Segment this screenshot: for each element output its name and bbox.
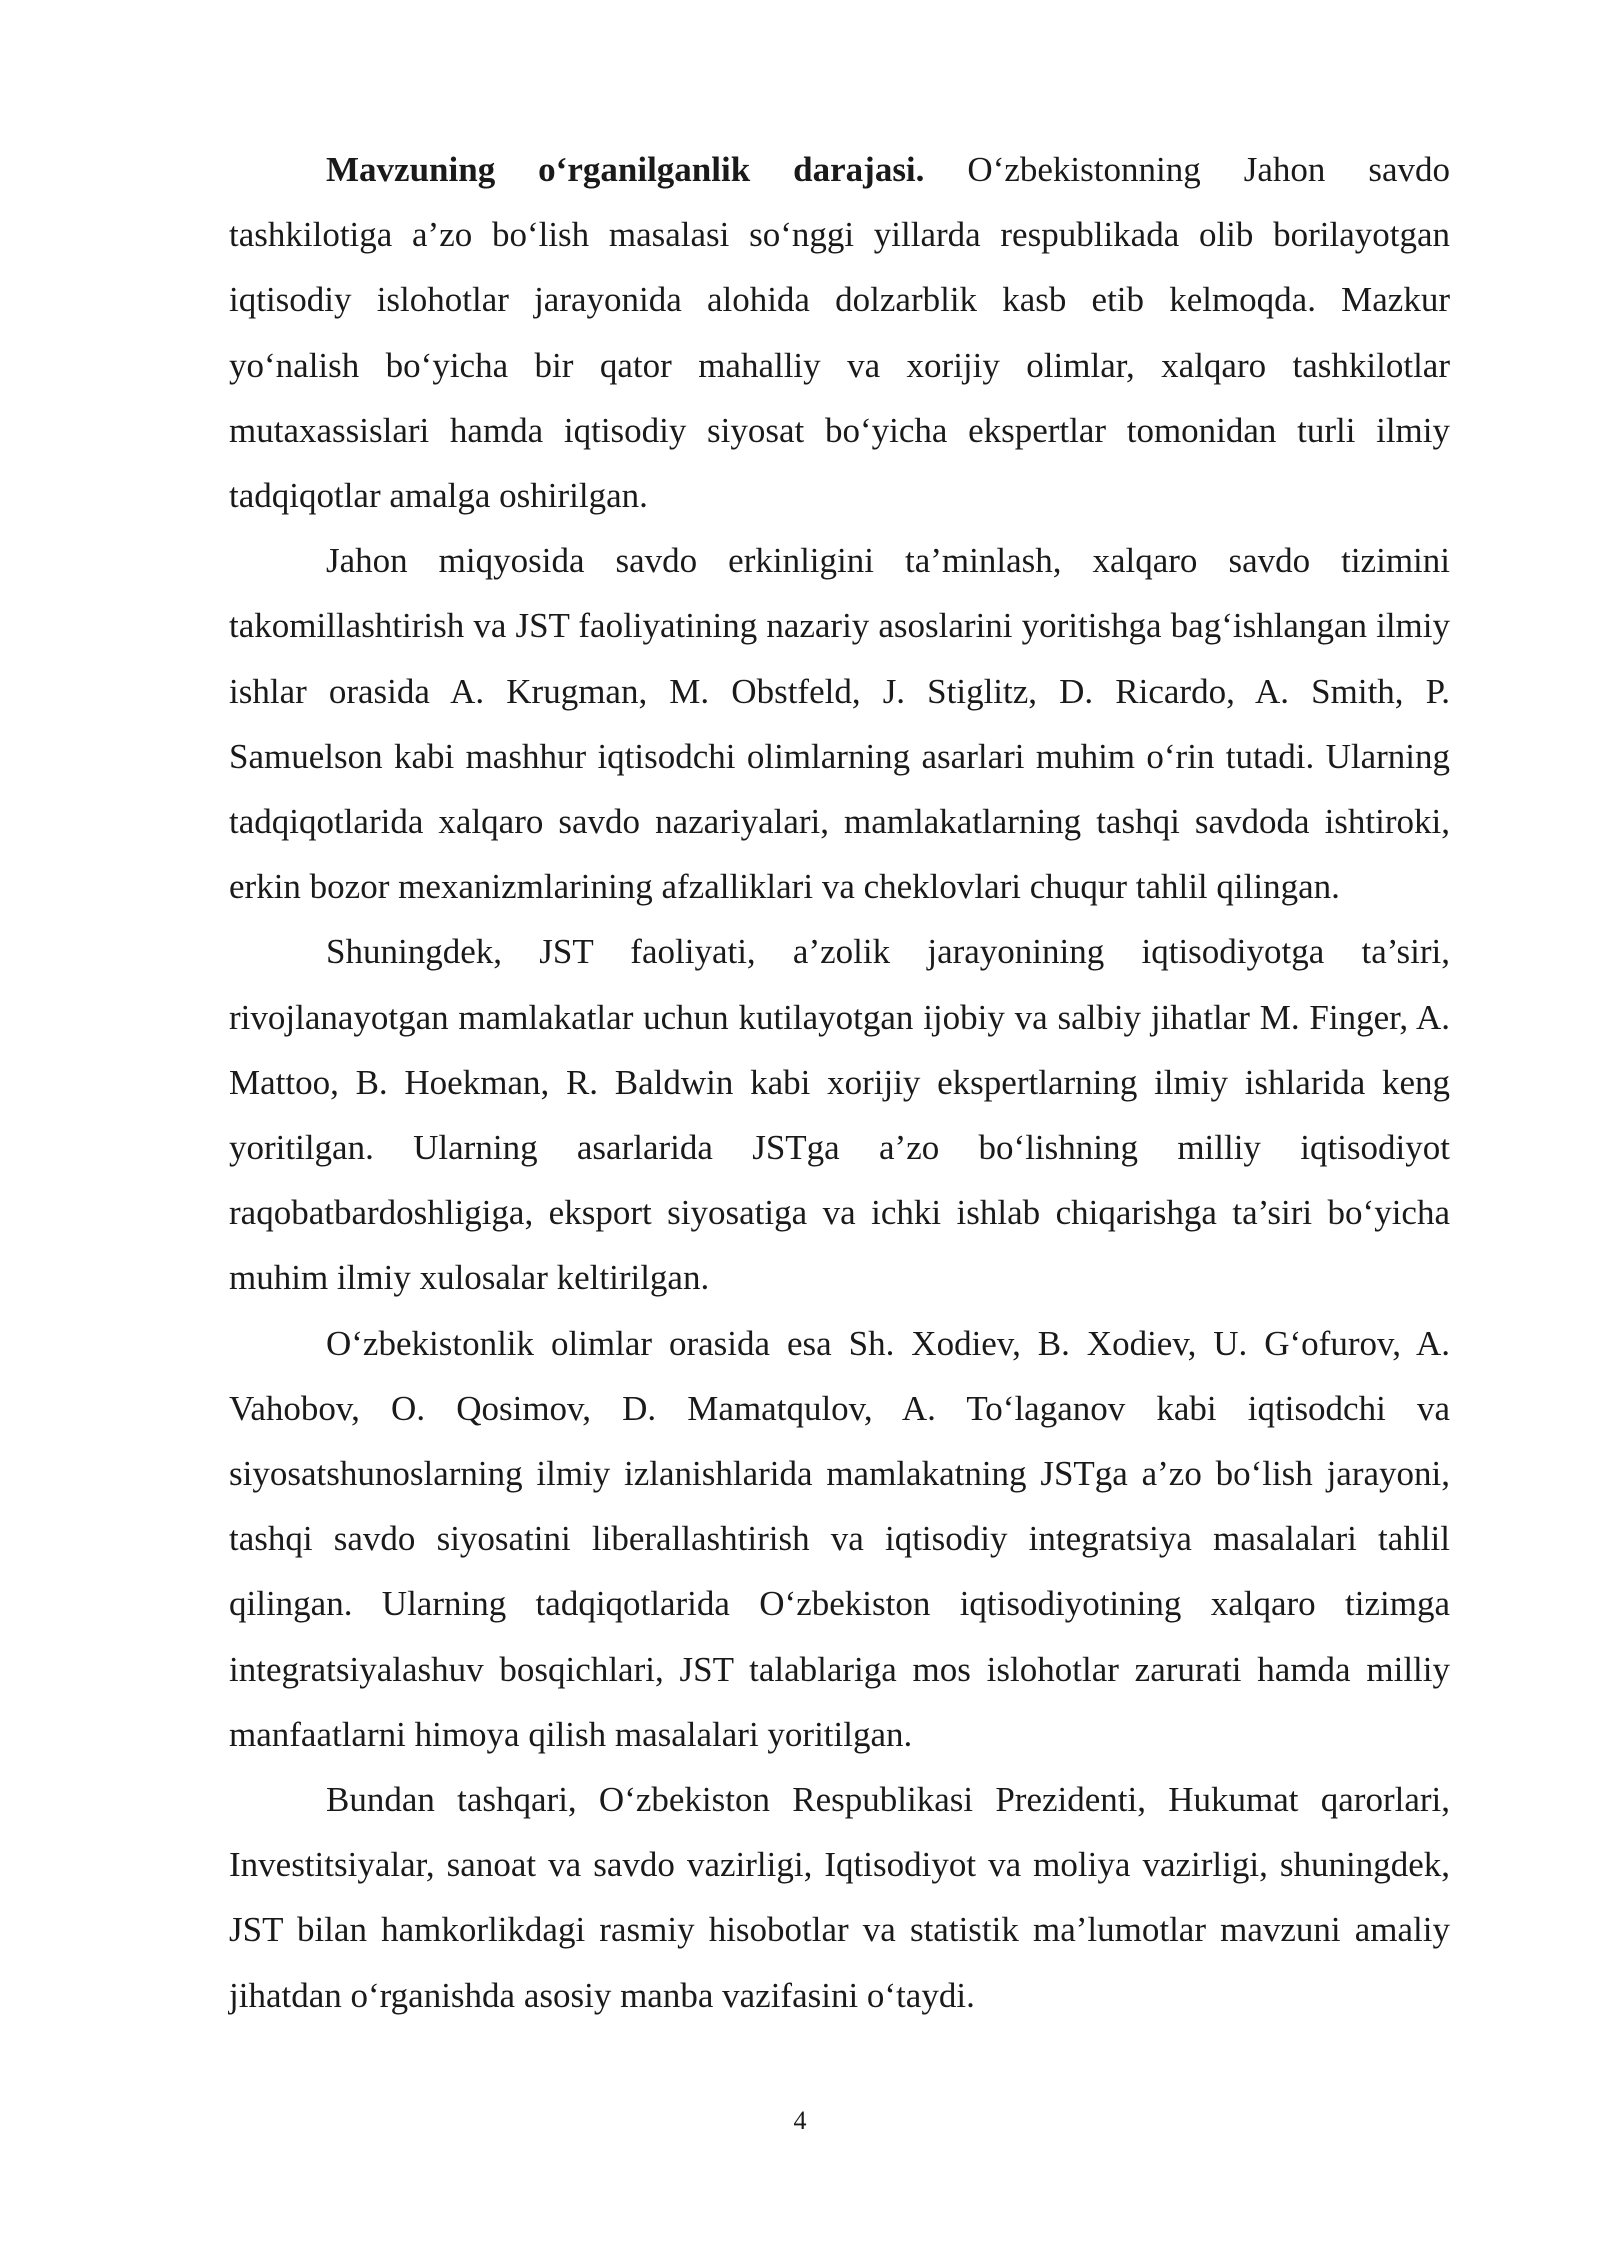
body-text <box>229 137 1450 2028</box>
paragraph-world-scholars: Jahon miqyosida savdo erkinligini ta’minlash, xalqaro savdo tizimini takomillashtirish va JST faoliyatining nazariy asoslarini yoritishga bag‘ishlangan ilmiy ishlar orasida A. Krugman, M. Obstfeld, J. Stiglitz, D. Ricardo, A. Smith, P. Samuelson kabi mashhur iqtisodchi olimlarning asarlari muhim o‘rin tutadi. Ularning tadqiqotlarida xalqaro savdo nazariyalari, mamlakatlarning tashqi savdoda ishtiroki, erkin bozor mexanizmlarining afzalliklari va cheklovlari chuqur tahlil qilingan. <box>229 541 1450 907</box>
paragraph-wto-experts: Shuningdek, JST faoliyati, a’zolik jarayonining iqtisodiyotga ta’siri, rivojlanayotgan mamlakatlar uchun kutilayotgan ijobiy va salbiy jihatlar M. Finger, A. Mattoo, B. Hoekman, R. Baldwin kabi xorijiy ekspertlarning ilmiy ishlarida keng yoritilgan. Ularning asarlarida JSTga a’zo bo‘lishning milliy iqtisodiyot raqobatbardoshligiga, eksport siyosatiga va ichki ishlab chiqarishga ta’siri bo‘yicha muhim ilmiy xulosalar keltirilgan. <box>229 932 1450 1298</box>
paragraph-official-sources: Bundan tashqari, O‘zbekiston Respublikasi Prezidenti, Hukumat qarorlari, Investitsiyalar, sanoat va savdo vazirligi, Iqtisodiyot va moliya vazirligi, shuningdek, JST bilan hamkorlikdagi rasmiy hisobotlar va statistik ma’lumotlar mavzuni amaliy jihatdan o‘rganishda asosiy manba vazifasini o‘taydi. <box>229 1780 1450 2015</box>
paragraph-text: O‘zbekistonning Jahon savdo tashkilotiga a’zo bo‘lish masalasi so‘nggi yillarda respublikada olib borilayotgan iqtisodiy islohotlar jarayonida alohida dolzarblik kasb etib kelmoqda. Mazkur yo‘nalish bo‘yicha bir qator mahalliy va xorijiy olimlar, xalqaro tashkilotlar mutaxassislari hamda iqtisodiy siyosat bo‘yicha ekspertlar tomonidan turli ilmiy tadqiqotlar amalga oshirilgan. <box>229 150 1451 516</box>
section-lead-heading: Mavzuning o‘rganilganlik darajasi. <box>326 150 925 189</box>
page-number: 4 <box>793 2106 807 2135</box>
paragraph-uzbek-scholars: O‘zbekistonlik olimlar orasida esa Sh. Xodiev, B. Xodiev, U. G‘ofurov, A. Vahobov, O. Qosimov, D. Mamatqulov, A. To‘laganov kabi iqtisodchi va siyosatshunoslarning ilmiy izlanishlarida mamlakatning JSTga a’zo bo‘lish jarayoni, tashqi savdo siyosatini liberallashtirish va iqtisodiy integratsiya masalalari tahlil qilingan. Ularning tadqiqotlarida O‘zbekiston iqtisodiyotining xalqaro tizimga integratsiyalashuv bosqichlari, JST talablariga mos islohotlar zarurati hamda milliy manfaatlarni himoya qilish masalalari yoritilgan. <box>229 1323 1450 1754</box>
paragraph-study-level <box>229 137 1450 528</box>
